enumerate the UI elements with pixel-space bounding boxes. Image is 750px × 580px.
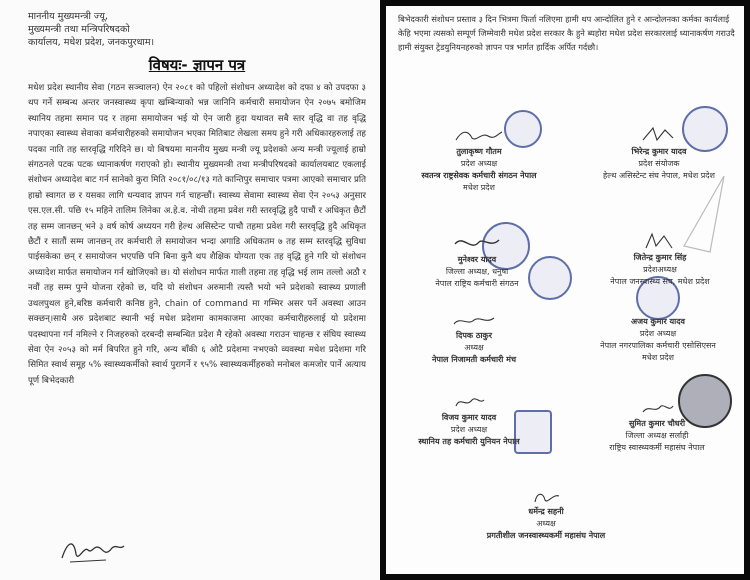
signatory-2-role: प्रदेश संयोजक	[638, 159, 680, 168]
signatory-1-name: तुलाकृष्ण गौतम	[456, 147, 502, 156]
signatory-9-org: प्रगतीशील जनस्वास्थ्यकर्मी महासंघ नेपाल	[486, 531, 606, 540]
subject-heading	[28, 55, 366, 75]
signatory-1-region: मधेश प्रदेश	[463, 183, 495, 192]
signatory-6-org: नेपाल नगरपालिका कर्मचारी एसोसिएसन	[600, 341, 716, 350]
signatory-5	[394, 314, 554, 366]
signatory-5-role: अध्यक्ष	[464, 343, 484, 352]
signatory-6-name: अजय कुमार यादव	[631, 317, 685, 326]
right-document-page	[380, 0, 750, 580]
right-page-paper	[386, 6, 744, 574]
address-line-3: कार्यालय, मधेश प्रदेश, जनकपुरधाम।	[28, 37, 155, 48]
signatory-8-org: राष्ट्रिय स्वास्थ्यकर्मी महासंघ नेपाल	[609, 443, 705, 452]
signatory-3-role: जिल्ला अध्यक्ष, धनुषा	[445, 267, 509, 276]
signatory-8	[570, 402, 744, 454]
signature-5-icon	[452, 314, 496, 328]
signatory-4-role: प्रदेशअध्यक्ष	[643, 265, 677, 274]
signature-4-icon	[642, 232, 678, 250]
address-line-2: मुख्यमन्त्री तथा मन्त्रिपरिषदको	[28, 24, 130, 35]
signatory-2-name: भिरेन्द्र कुमार यादव	[631, 147, 687, 156]
signatory-1-org: स्वतन्त्र राष्ट्रसेवक कर्मचारी संगठन नेपाल	[421, 171, 537, 180]
signatory-3-name: मुनेश्वर यादव	[457, 255, 497, 264]
signatory-8-name: सुमित कुमार चौधरी	[628, 419, 686, 428]
signature-1-icon	[454, 128, 504, 144]
signatory-7-org: स्थानिय तह कर्मचारी युनियन नेपाल	[418, 437, 520, 446]
signatory-2-org: हेल्थ असिस्टेन्ट संघ नेपाल, मधेश प्रदेश	[603, 171, 715, 180]
closing-paragraph: बिभेदकारी संशोधन प्रस्ताव ३ दिन भित्रमा फिर्ता नलिएमा हामी थप आन्दोलित हुने र आन्दोलनका कर्मका कार्यलाई केहि भएमा त्यसको सम्पूर्ण जिम्मेवारी मधेश प्रदेश सरकार कै हुने ब्यहोरा मधेश प्रदेश सरकारलाई ध्यानाकर्षण गराउदै हामी संयुक्त ट्रेडयुनियनहरुको ज्ञापन पत्र भार्गत हार्दिक अर्पित गर्दछौ।	[398, 14, 735, 52]
memorandum-body: मधेश प्रदेश स्थानीय सेवा (गठन सञ्चालन) ऐन २०८१ को पहिलो संशोधन अध्यादेश को दफा ४ को उपदफा ३ थप गर्ने सम्बन्ध अन्तर जनस्वास्थ्य कृपा खम्बिन्याको भन्न जानिनि कर्मचारी समायोजन ऐन २०७५ बमोजिम स्थानिय तहमा समान पद र तहमा समायोजन भई यो ऐन जारी हुदा यथावत सबै स्तर वृद्धि वा तह वृद्धि नपाएका स्वास्थ्य सेवाका कर्मचारीहरुको समायोजन भएका मितिबाट लेखला समय हुने गरी अधिकारहरुलाई तह पदका नाति तह स्तरवृद्धि गरिदिने छ। यो बिषयमा माननीय मुख्य मन्त्री ज्यू प्रदेशको अन्य मन्त्री ज्यूलाई हाम्रो संगठनले पटक पटक ध्यानाकर्षण गराएको हो। स्थानीय मुख्यमन्त्री तथा मन्त्रीपरिषदको कार्यालयबाट एकलाई संशोधन अध्यादेश बाट गर्न सानेको कुरा मिति २०८१/०८/१३ गते कान्तिपुर समाचार पत्रमा आएको समाचार प्रति हाम्रो स्वागत छ र यसका लागि धन्यवाद ज्ञापन गर्न चाहन्छौं। स्वास्थ्य सेवामा स्वास्थ्य सेवा ऐन २०५३ अनुसार एस.एल.सी. पछि १५ महिने तालिम लिनेका अ.हे.व. नोथी तहमा प्रवेश गरी स्तरवृद्धि हुदै पाचौं र अधिकृत छैटौं तह सम्म जानछन् भने ३ वर्ष कोर्ष अध्ययन गरी हेल्थ असिस्टेन्ट पाचौ तहमा प्रवेश गरी स्तरवृद्धि हुदै अधिकृत छैटौं र सातौं सम्म जानछन् तर कर्मचारी ले समायोजन भन्दा अगाडि अधिकतम ७ तह सम्म स्तरवृद्धि सुविधा पाईसकेका छन् र समायोजन भएपछि पनि बिना कुनै थप शैक्षिक योग्यता एक तह वृद्धि हुने गरि यो संशोधन अध्यादेश मार्फत समायोजन गर्न खोजिएको छ। यो संशोधन मार्फत गाली तहमा तह वृद्धि भई लाम तल्लो अठौ र नवौं तह सम्म पुग्ने योजना रहेको छ, यदि यो संशोधन अरुमानी त्यस्तै भयो भने प्रदेशको स्वास्थ्य प्रणाली उथलपुथल हुने,बरिष्ठ कर्मचारी कनिष्ठ हुने, chain of command मा गम्भिर असर पर्ने अवस्था आउन सक्छन्।साथै अरु प्रदेशबाट स्थानी भई मधेश प्रदेशमा कामकाजमा आएका कर्मचारीहरुलाई यो प्रदेशमा पदस्थापना गर्न नमिल्ने र निजहरुको दरबन्दी सम्बन्धित प्रदेश मै रहेको अवस्था गराउन चाहन्छ र संघिय स्वास्थ्य सेवा ऐन २०५३ को मर्म बिपरित हुने गरि, अन्य बाँकी ६ ओटै प्रदेशमा नभएको व्यवस्था मधेश प्रदेशमा गरि सिमित स्वार्थ समूह ५% स्वास्थ्यकर्मीको स्वार्थ पुरागर्ने र ९५% स्वास्थ्यकर्मीहरुको मनोबल कमजोर पार्ने अत्याय पूर्ण बिभेदकारी	[28, 83, 366, 386]
signature-3-icon	[453, 234, 501, 252]
signatory-2	[574, 126, 744, 182]
signatory-9-name: धर्मेन्द्र सहनी	[528, 507, 564, 516]
signatory-4-name: जितेन्द्र कुमार सिंह	[633, 253, 687, 262]
address-block	[28, 10, 366, 49]
signatory-4	[576, 232, 744, 288]
signature-2-icon	[639, 126, 679, 144]
signatory-7-role: प्रदेश अध्यक्ष	[450, 425, 488, 434]
signature-8-icon	[639, 402, 675, 416]
signatory-4-org: नेपाल जनस्वास्थ्य संघ, मधेश प्रदेश	[610, 277, 710, 286]
signatory-9	[446, 490, 646, 542]
signatory-3-org: नेपाल राष्ट्रिय कर्मचारी संगठन	[435, 279, 519, 288]
signatory-5-org: नेपाल निजामती कर्मचारी मंच	[431, 355, 517, 364]
signatory-9-role: अध्यक्ष	[536, 519, 556, 528]
subject-text: विषयः- ज्ञापन पत्र	[148, 56, 246, 74]
signature-7-icon	[452, 394, 486, 410]
signatory-7	[394, 394, 544, 448]
signature-9-icon	[531, 490, 561, 504]
address-line-1: माननीय मुख्यमन्त्री ज्यू,	[28, 11, 108, 22]
signatory-6-region: मधेश प्रदेश	[642, 353, 674, 362]
signatory-6-role: प्रदेश अध्यक्ष	[639, 329, 677, 338]
signatory-7-name: विजय कुमार यादव	[441, 413, 497, 422]
signatory-6	[572, 316, 744, 364]
left-signature-icon	[58, 536, 128, 566]
signatory-1	[394, 128, 564, 194]
signatory-3	[392, 234, 562, 290]
signatory-5-name: दिपक ठाकुर	[456, 331, 492, 340]
signatory-8-role: जिल्ला अध्यक्ष सर्लाही	[625, 431, 689, 440]
signatory-1-role: प्रदेश अध्यक्ष	[460, 159, 498, 168]
